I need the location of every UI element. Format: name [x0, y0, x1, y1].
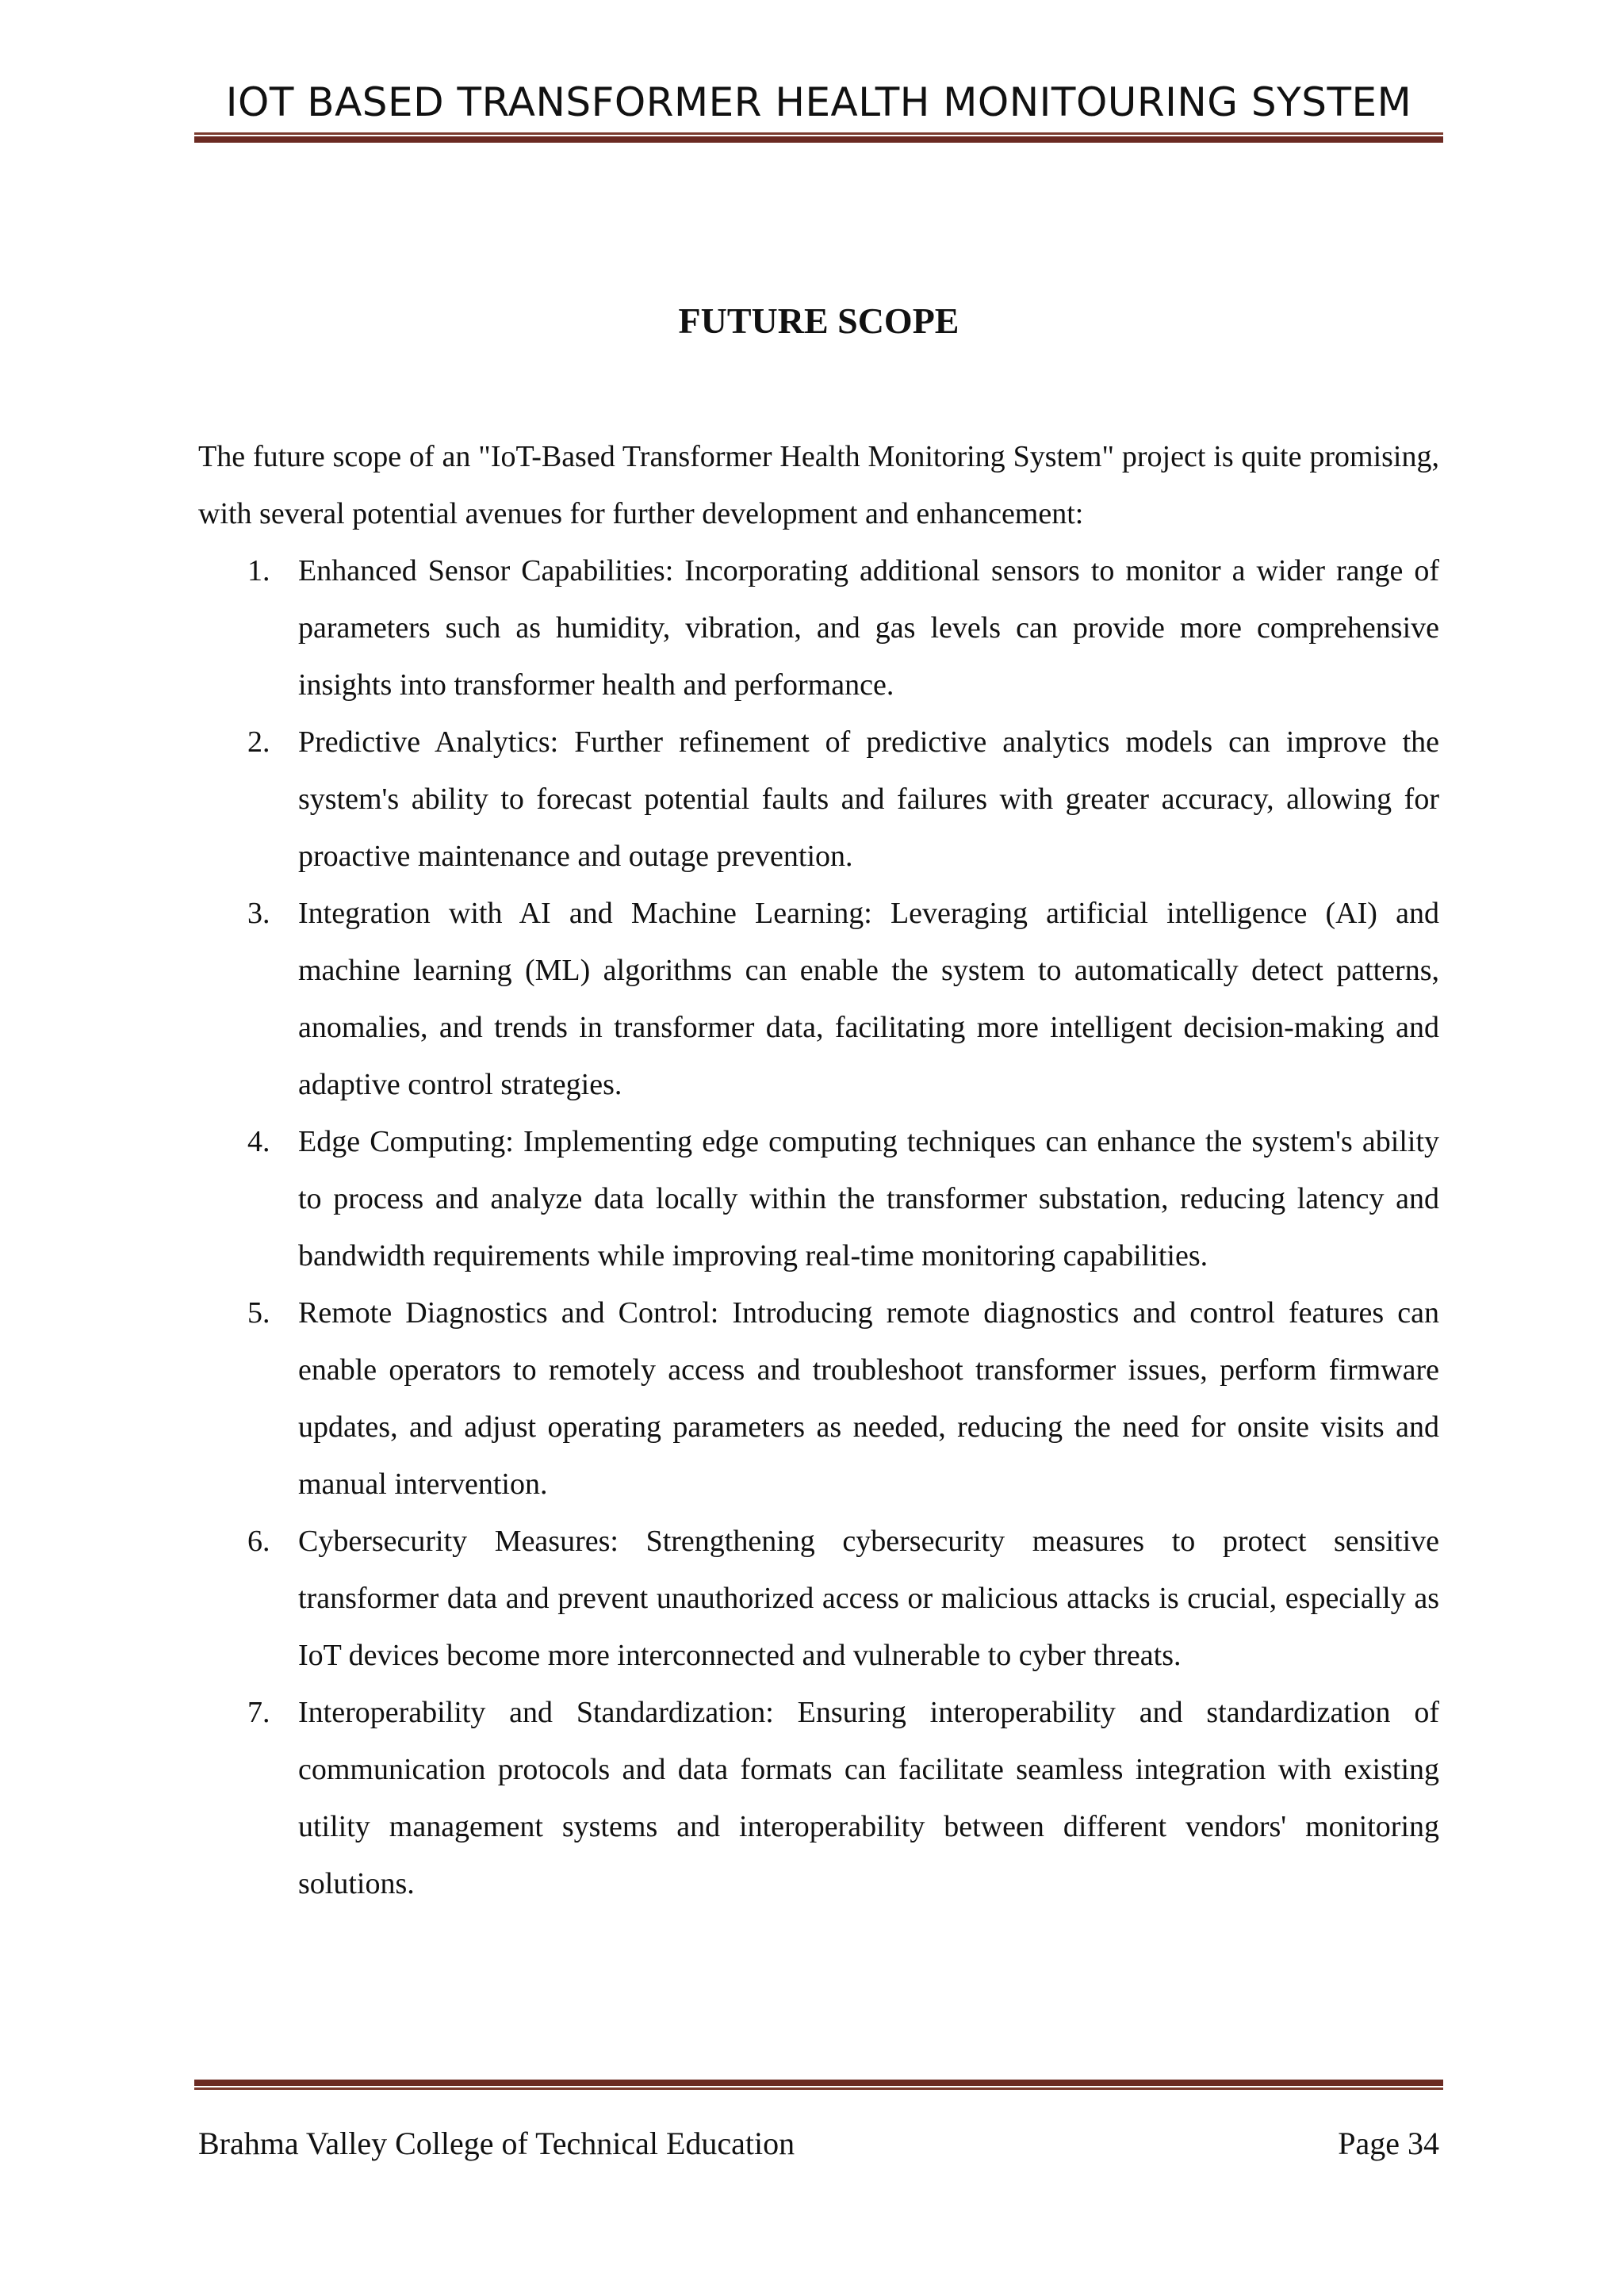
list-item: [198, 714, 1439, 885]
footer-divider: [194, 2080, 1443, 2090]
future-scope-list: [198, 542, 1439, 1912]
list-item-text: Enhanced Sensor Capabilities: Incorporating additional sensors to monitor a wider range of parameters such as humidity, vibration, and gas levels can provide more comprehensive insights into transformer health and performance.: [298, 554, 1439, 702]
list-item: [198, 1113, 1439, 1284]
list-item: [198, 542, 1439, 714]
list-item: [198, 1513, 1439, 1684]
footer-institution: Brahma Valley College of Technical Education: [198, 2126, 795, 2161]
list-item-text: Integration with AI and Machine Learning: Leveraging artificial intelligence (AI) and machine learning (ML) algorithms can enable the system to automatically detect patterns, anomalies, and trends in transformer data, facilitating more intelligent decision-making and adaptive control strategies.: [298, 897, 1439, 1101]
list-item-number: 6.: [247, 1525, 270, 1558]
list-item-number: 2.: [247, 725, 270, 759]
footer-page-number: Page 34: [1338, 2126, 1439, 2161]
list-item-number: 7.: [247, 1696, 270, 1729]
header-divider: [194, 132, 1443, 143]
list-item-text: Interoperability and Standardization: Ensuring interoperability and standardization of communication protocols and data formats can facilitate seamless integration with existing utility management systems and interoperability between different vendors' monitoring solutions.: [298, 1696, 1439, 1900]
list-item-text: Cybersecurity Measures: Strengthening cybersecurity measures to protect sensitive transformer data and prevent unauthorized access or malicious attacks is crucial, especially as IoT devices become more interconnected and vulnerable to cyber threats.: [298, 1525, 1439, 1672]
list-item-text: Remote Diagnostics and Control: Introducing remote diagnostics and control features can enable operators to remotely access and troubleshoot transformer issues, perform firmware updates, and adjust operating parameters as needed, reducing the need for onsite visits and manual intervention.: [298, 1296, 1439, 1501]
list-item-number: 4.: [247, 1125, 270, 1158]
list-item: [198, 1284, 1439, 1513]
list-item-text: Edge Computing: Implementing edge computing techniques can enhance the system's ability to process and analyze data locally within the transformer substation, reducing latency and bandwidth requirements while improving real-time monitoring capabilities.: [298, 1125, 1439, 1272]
list-item-text: Predictive Analytics: Further refinement of predictive analytics models can improve the system's ability to forecast potential faults and failures with greater accuracy, allowing for proactive maintenance and outage prevention.: [298, 725, 1439, 873]
intro-paragraph: The future scope of an "IoT-Based Transformer Health Monitoring System" project is quite promising, with several potential avenues for further development and enhancement:: [198, 440, 1439, 530]
list-item-number: 5.: [247, 1296, 270, 1330]
running-header-title: IOT BASED TRANSFORMER HEALTH MONITOURING SYSTEM: [225, 79, 1412, 125]
body-content: [198, 428, 1439, 1912]
list-item: [198, 885, 1439, 1113]
list-item-number: 3.: [247, 897, 270, 930]
page-title: FUTURE SCOPE: [678, 300, 959, 341]
list-item: [198, 1684, 1439, 1912]
list-item-number: 1.: [247, 554, 270, 587]
